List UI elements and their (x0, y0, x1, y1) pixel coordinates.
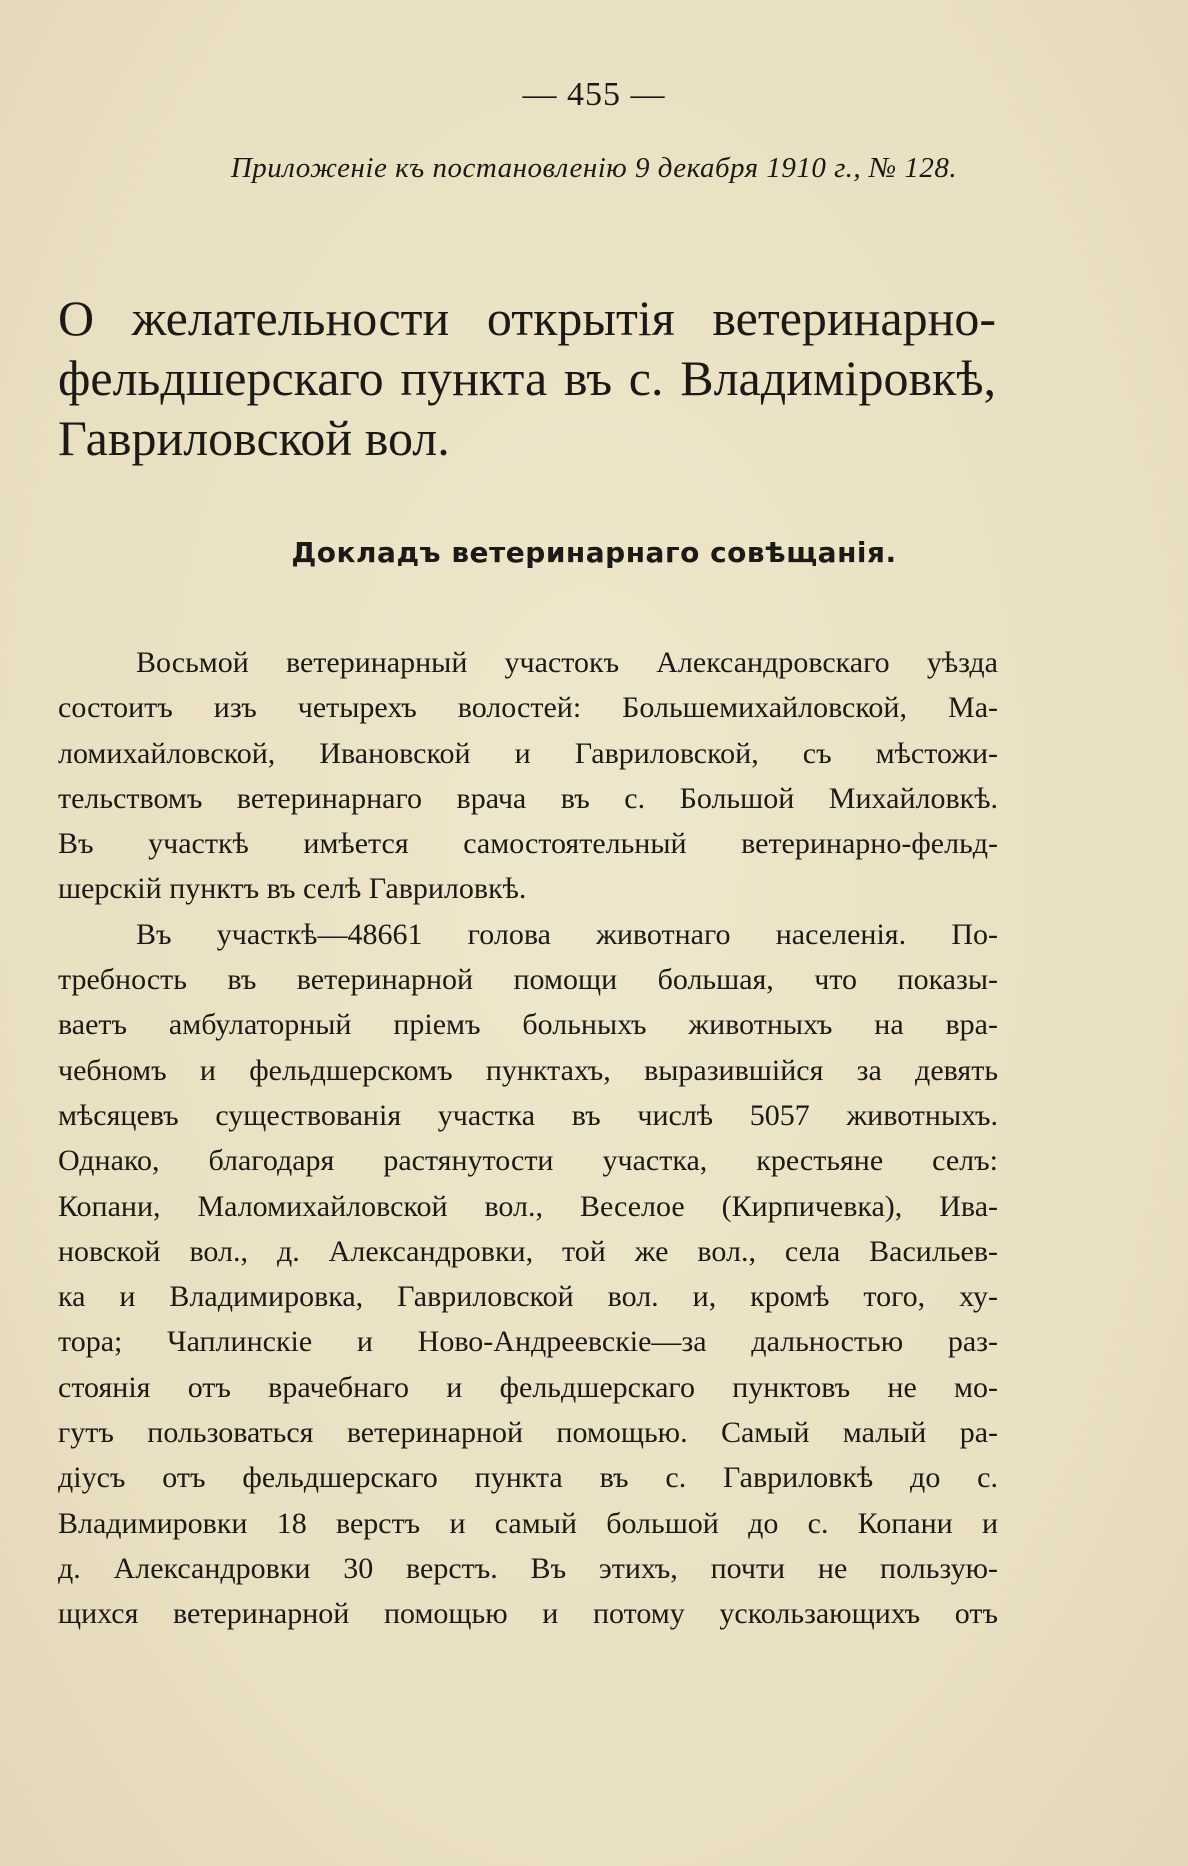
body-line: тора; Чаплинскіе и Ново-Андреевскіе—за дальностью раз- (58, 1325, 998, 1359)
body-line: шерскій пунктъ въ селѣ Гавриловкѣ. (58, 872, 527, 906)
title-line: фельдшерскаго пункта въ с. Владиміровкѣ, (58, 350, 996, 406)
body-line: ломихайловской, Ивановской и Гавриловской, съ мѣстожи- (58, 736, 998, 770)
body-line: мѣсяцевъ существованія участка въ числѣ 5057 животныхъ. (58, 1098, 998, 1132)
body-line: требность въ ветеринарной помощи большая, что показы- (58, 963, 998, 997)
body-line: гутъ пользоваться ветеринарной помощью. Самый малый ра- (58, 1416, 998, 1450)
body-line: щихся ветеринарной помощью и потому ускользающихъ отъ (58, 1597, 998, 1631)
body-text (58, 640, 998, 1637)
body-line: новской вол., д. Александровки, той же вол., села Васильев- (58, 1234, 998, 1268)
body-line: Копани, Маломихайловской вол., Веселое (Кирпичевка), Ива- (58, 1189, 998, 1223)
body-line: Въ участкѣ—48661 голова животнаго населенія. По- (136, 917, 998, 951)
body-line: ка и Владимировка, Гавриловской вол. и, кромѣ того, ху- (58, 1280, 998, 1314)
body-line: д. Александровки 30 верстъ. Въ этихъ, почти не пользую- (58, 1551, 998, 1585)
body-line: Однако, благодаря растянутости участка, крестьяне селъ: (58, 1144, 998, 1178)
body-line: ваетъ амбулаторный пріемъ больныхъ животныхъ на вра- (58, 1008, 998, 1042)
report-subtitle: Докладъ ветеринарнаго совѣщанія. (291, 536, 897, 569)
body-line: Восьмой ветеринарный участокъ Александровскаго уѣзда (136, 646, 998, 679)
document-title (58, 288, 996, 468)
body-line: стоянія отъ врачебнаго и фельдшерскаго пунктовъ не мо- (58, 1370, 998, 1404)
title-line: Гавриловской вол. (58, 410, 450, 466)
body-line: Владимировки 18 верстъ и самый большой до с. Копани и (58, 1506, 998, 1540)
body-line: Въ участкѣ имѣется самостоятельный ветеринарно-фельд- (58, 827, 998, 861)
title-line: О желательности открытія ветеринарно- (58, 290, 996, 346)
appendix-note: Приложеніе къ постановленію 9 декабря 1910 г., № 128. (230, 152, 958, 184)
page-number: — 455 — (522, 76, 666, 113)
body-line: тельствомъ ветеринарнаго врача въ с. Большой Михайловкѣ. (58, 781, 998, 815)
body-line: состоитъ изъ четырехъ волостей: Большемихайловской, Ма- (58, 691, 998, 725)
body-line: чебномъ и фельдшерскомъ пунктахъ, выразившійся за девять (58, 1053, 998, 1087)
body-line: діусъ отъ фельдшерскаго пункта въ с. Гавриловкѣ до с. (58, 1461, 998, 1495)
